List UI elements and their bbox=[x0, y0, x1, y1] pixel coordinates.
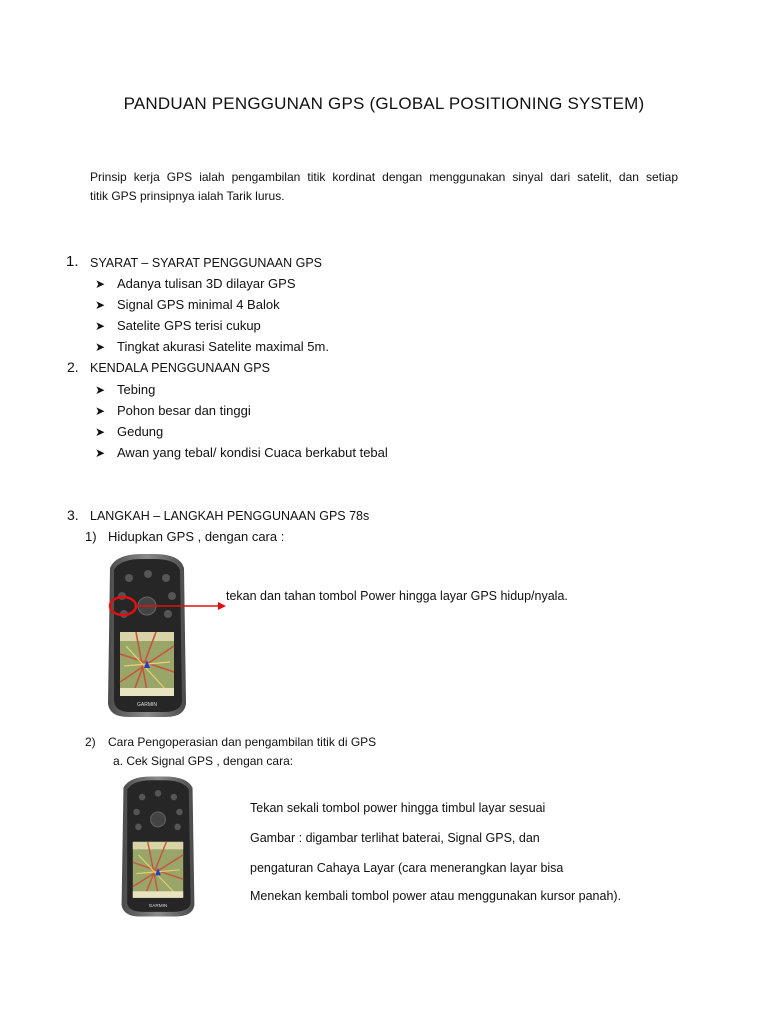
description-line: Gambar : digambar terlihat baterai, Signal GPS, dan bbox=[250, 831, 540, 845]
section-1-number: 1. bbox=[66, 253, 79, 270]
section-1-heading: SYARAT – SYARAT PENGGUNAAN GPS bbox=[90, 256, 323, 270]
bullet-icon: ➤ bbox=[95, 298, 106, 312]
description-line: Menekan kembali tombol power atau menggunakan kursor panah). bbox=[250, 889, 622, 903]
list-item: Awan yang tebal/ kondisi Cuaca berkabut tebal bbox=[117, 445, 388, 460]
bullet-icon: ➤ bbox=[95, 425, 106, 439]
bullet-icon: ➤ bbox=[95, 340, 106, 354]
description-line: Tekan sekali tombol power hingga timbul layar sesuai bbox=[250, 801, 546, 815]
step-1-instruction: tekan dan tahan tombol Power hingga layar GPS hidup/nyala. bbox=[226, 589, 568, 603]
device-brand: GARMIN bbox=[137, 702, 157, 708]
gps-device-image bbox=[96, 554, 226, 719]
list-item: Satelite GPS terisi cukup bbox=[117, 318, 261, 333]
step-1-number: 1) bbox=[85, 529, 97, 544]
bullet-icon: ➤ bbox=[95, 383, 106, 397]
gps-device-image bbox=[116, 775, 200, 918]
bullet-icon: ➤ bbox=[95, 446, 106, 460]
step-2-sub: a. Cek Signal GPS , dengan cara: bbox=[113, 754, 294, 768]
step-2-number: 2) bbox=[85, 735, 96, 749]
section-3-number: 3. bbox=[67, 507, 79, 523]
list-item: Signal GPS minimal 4 Balok bbox=[117, 297, 280, 312]
document-title: PANDUAN PENGGUNAN GPS (GLOBAL POSITIONING SYSTEM) bbox=[123, 94, 645, 113]
list-item: Tebing bbox=[117, 382, 156, 397]
step-2-text: Cara Pengoperasian dan pengambilan titik di GPS bbox=[108, 735, 377, 749]
list-item: Pohon besar dan tinggi bbox=[117, 403, 251, 418]
list-item: Adanya tulisan 3D dilayar GPS bbox=[117, 276, 296, 291]
bullet-icon: ➤ bbox=[95, 319, 106, 333]
intro-line-2: titik GPS prinsipnya ialah Tarik lurus. bbox=[90, 189, 285, 203]
bullet-icon: ➤ bbox=[95, 404, 106, 418]
description-line: pengaturan Cahaya Layar (cara menerangkan layar bisa bbox=[250, 861, 564, 875]
intro-line-1: Prinsip kerja GPS ialah pengambilan titik kordinat dengan menggunakan sinyal dari satelit, dan setiap bbox=[90, 170, 678, 184]
section-2-number: 2. bbox=[67, 359, 79, 375]
section-2-heading: KENDALA PENGGUNAAN GPS bbox=[90, 361, 270, 375]
device-brand: GARMIN bbox=[148, 903, 168, 909]
step-1-text: Hidupkan GPS , dengan cara : bbox=[108, 529, 285, 544]
list-item: Tingkat akurasi Satelite maximal 5m. bbox=[117, 339, 329, 354]
bullet-icon: ➤ bbox=[95, 277, 106, 291]
list-item: Gedung bbox=[117, 424, 164, 439]
section-3-heading: LANGKAH – LANGKAH PENGGUNAAN GPS 78s bbox=[90, 509, 370, 523]
